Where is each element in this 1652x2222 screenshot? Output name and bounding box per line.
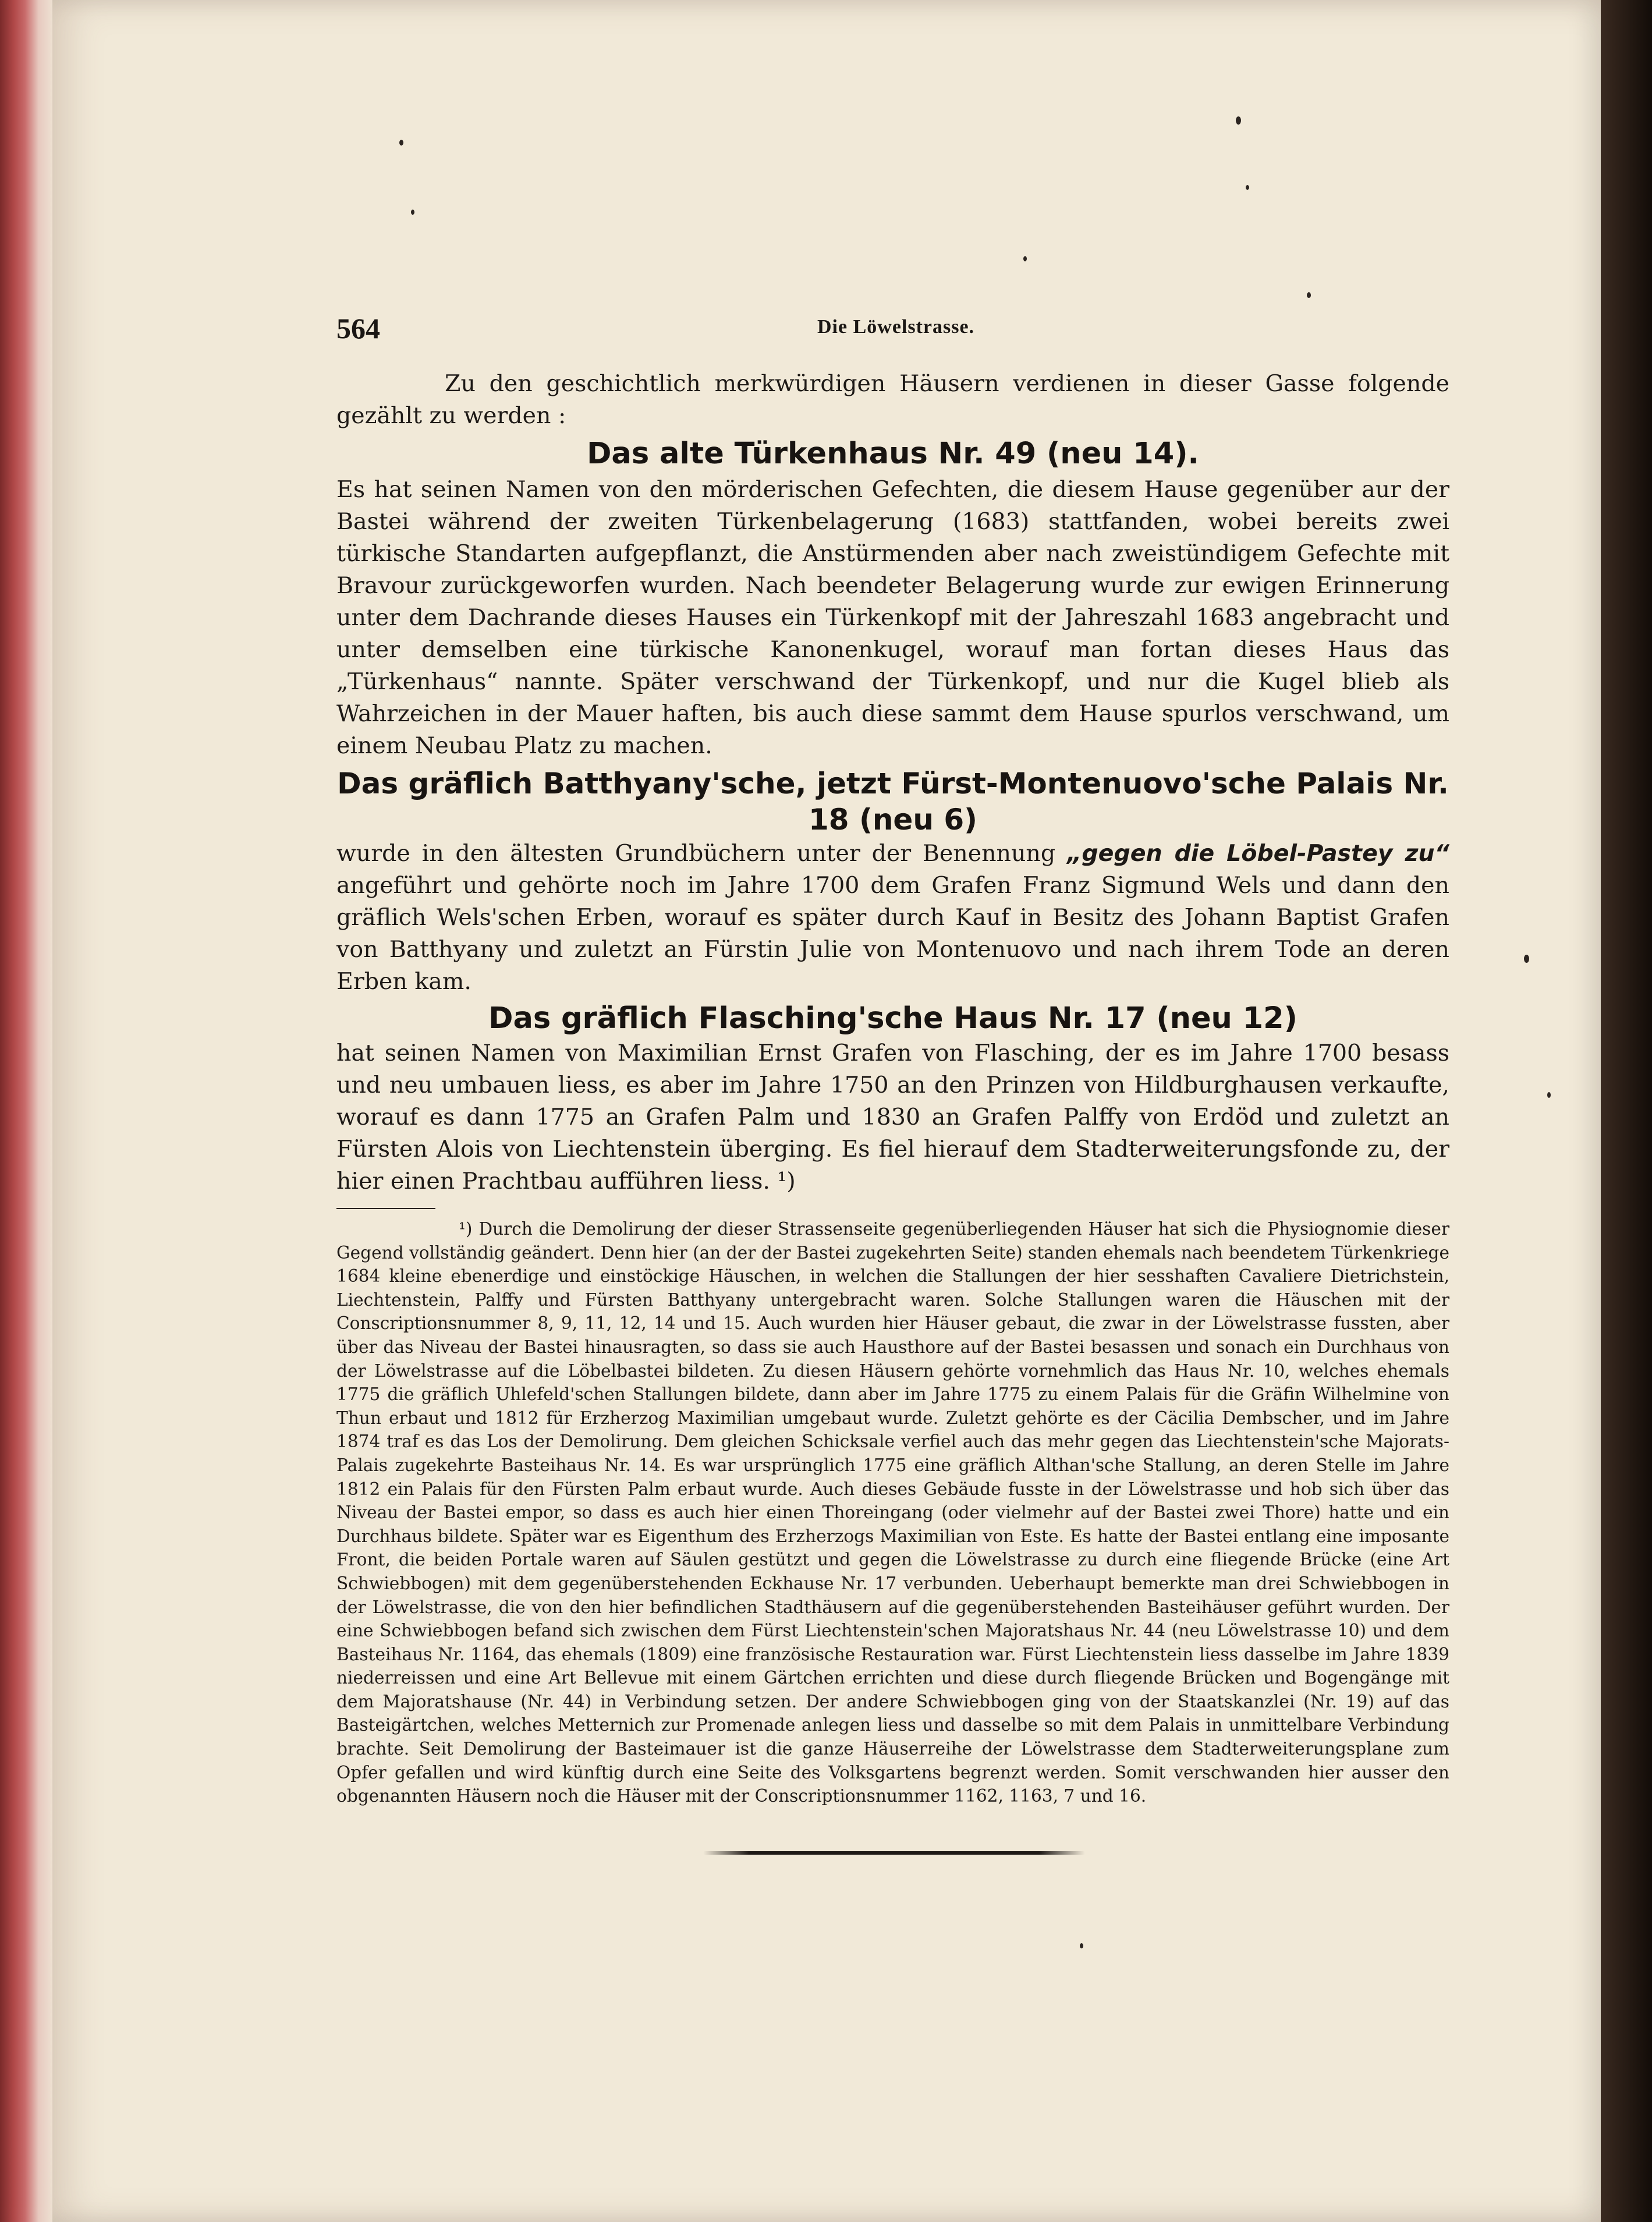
page-header [336, 311, 1472, 346]
ink-speck [1547, 1092, 1551, 1098]
footnote-divider [336, 1208, 435, 1209]
page-edge-red [0, 0, 55, 2222]
section-heading: Das gräflich Batthyany'sche, jetzt Fürst-Montenuovo'sche Palais Nr. 18 (neu 6) [337, 767, 1449, 837]
ink-speck [411, 210, 414, 215]
section-paragraph: Es hat seinen Namen von den mörderischen Gefechten, die diesem Hause gegenüber aur der Bastei während der zweiten Türkenbelagerung (1683) stattfanden, wobei bereits zwei türkische Standarten aufgepflanzt, die Anstürmenden aber nach zweistündigem Gefechte mit Bravour zurückgeworfen wurden. Nach beendeter Belagerung wurde zur ewigen Erinnerung unter dem Dachrande dieses Hauses ein Türkenkopf mit der Jahreszahl 1683 angebracht und unter demselben eine türkische Kanonenkugel, worauf man fortan dieses Haus das „Türkenhaus“ nannte. Später verschwand der Türkenkopf, und nur die Kugel blieb als Wahrzeichen in der Mauer haften, bis auch diese sammt dem Hause spurlos verschwand, um einem Neubau Platz zu machen. [336, 476, 1449, 759]
ink-speck [1236, 116, 1241, 125]
page-number: 564 [336, 312, 380, 345]
intro-paragraph: Zu den geschichtlich merkwürdigen Häusern verdienen in dieser Gasse folgende gezählt zu werden : [336, 370, 1449, 429]
scan-border [1601, 0, 1652, 2222]
ink-speck [1246, 185, 1249, 190]
section-heading: Das gräflich Flasching'sche Haus Nr. 17 (neu 12) [488, 1001, 1298, 1036]
blackletter-quote: „gegen die Löbel-Pastey zu“ [1066, 840, 1449, 867]
footnote: ¹) Durch die Demolirung der dieser Strassenseite gegenüberliegenden Häuser hat sich die Physiognomie dieser Gegend vollständig geändert. Denn hier (an der der Bastei zugekehrten Seite) standen ehemals nach beendetem Türkenkriege 1684 kleine ebenerdige und einstöckige Häuschen, in welchen die Stallungen der hier sesshaften Cavaliere Dietrichstein, Liechtenstein, Palffy und Fürsten Batthyany untergebracht waren. Solche Stallungen waren die Häuschen mit der Conscriptionsnummer 8, 9, 11, 12, 14 und 15. Auch wurden hier Häuser gebaut, die zwar in der Löwelstrasse fussten, aber über das Niveau der Bastei hinausragten, so dass sie auch Hausthore auf der Bastei besassen und sonach ein Durchhaus von der Löwelstrasse auf die Löbelbastei bildeten. Zu diesen Häusern gehörte vornehmlich das Haus Nr. 10, welches ehemals 1775 die gräflich Uhlefeld'schen Stallungen bildete, dann aber im Jahre 1775 zu einem Palais für die Gräfin Wilhelmine von Thun erbaut und 1812 für Erzherzog Maximilian umgebaut wurde. Zuletzt gehörte es der Cäcilia Dembscher, und im Jahre 1874 traf es das Los der Demolirung. Dem gleichen Schicksale verfiel auch das mehr gegen das Liechtenstein'sche Majorats-Palais zugekehrte Basteihaus Nr. 14. Es war ursprünglich 1775 eine gräflich Althan'sche Stallung, an deren Stelle im Jahre 1812 ein Palais für den Fürsten Palm erbaut wurde. Auch dieses Gebäude fusste in der Löwelstrasse und hob sich über das Niveau der Bastei empor, so dass es auch hier einen Thoreingang (oder vielmehr auf der Bastei zwei Thore) hatte und ein Durchhaus bildete. Später war es Eigenthum des Erzherzogs Maximilian von Este. Es hatte der Bastei entlang eine imposante Front, die beiden Portale waren auf Säulen gestützt und gegen die Löwelstrasse zu durch eine fliegende Brücke (eine Art Schwiebbogen) mit dem gegenüberstehenden Eckhause Nr. 17 verbunden. Ueberhaupt bemerkte man drei Schwiebbogen in der Löwelstrasse, die von den hier befindlichen Stadthäusern auf die gegenüberstehenden Basteihäuser geführt wurden. Der eine Schwiebbogen befand sich zwischen dem Fürst Liechtenstein'schen Majoratshaus Nr. 44 (neu Löwelstrasse 10) und dem Basteihaus Nr. 1164, das ehemals (1809) eine französische Restauration war. Fürst Liechtenstein liess dasselbe im Jahre 1839 niederreissen und eine Art Bellevue mit einem Gärtchen errichten und diese durch fliegende Brücken und Bogengänge mit dem Majoratshause (Nr. 44) in Verbindung setzen. Der andere Schwiebbogen ging von der Staatskanzlei (Nr. 19) auf das Basteigärtchen, welches Metternich zur Promenade anlegen liess und dasselbe so mit dem Palais in unmittelbare Verbindung brachte. Seit Demolirung der Basteimauer ist die ganze Häuserreihe der Löwelstrasse dem Stadterweiterungsplane zum Opfer gefallen und wird künftig durch eine Seite des Volksgartens begrenzt werden. Somit verschwanden hier ausser den obgenannten Häusern noch die Häuser mit der Conscriptionsnummer 1162, 1163, 7 und 16. [336, 1219, 1449, 1806]
ink-speck [1080, 1943, 1083, 1948]
ink-speck [1524, 955, 1529, 963]
ink-speck [1307, 292, 1311, 298]
paragraph-text: wurde in den ältesten Grundbüchern unter der Benennung [336, 840, 1067, 867]
body-text [336, 368, 1449, 1808]
section-paragraph: hat seinen Namen von Maximilian Ernst Grafen von Flasching, der es im Jahre 1700 besass und neu umbauen liess, es aber im Jahre 1750 an den Prinzen von Hildburghausen verkaufte, worauf es dann 1775 an Grafen Palm und 1830 an Grafen Palffy von Erdöd und zuletzt an Fürsten Alois von Liechtenstein überging. Es fiel hierauf dem Stadterweiterungsfonde zu, der hier einen Prachtbau aufführen liess. ¹) [336, 1040, 1449, 1195]
ink-speck [1023, 256, 1027, 261]
section-paragraph [336, 838, 1449, 998]
end-ornament-rule [703, 1851, 1085, 1855]
ink-speck [399, 140, 403, 146]
paragraph-text: angeführt und gehörte noch im Jahre 1700 dem Grafen Franz Sigmund Wels und dann den gräflich Wels'schen Erben, worauf es später durch Kauf in Besitz des Johann Baptist Grafen von Batthyany und zuletzt an Fürstin Julie von Montenuovo und nach ihrem Tode an deren Erben kam. [336, 872, 1449, 995]
running-title: Die Löwelstrasse. [817, 316, 975, 338]
section-heading: Das alte Türkenhaus Nr. 49 (neu 14). [587, 437, 1199, 471]
